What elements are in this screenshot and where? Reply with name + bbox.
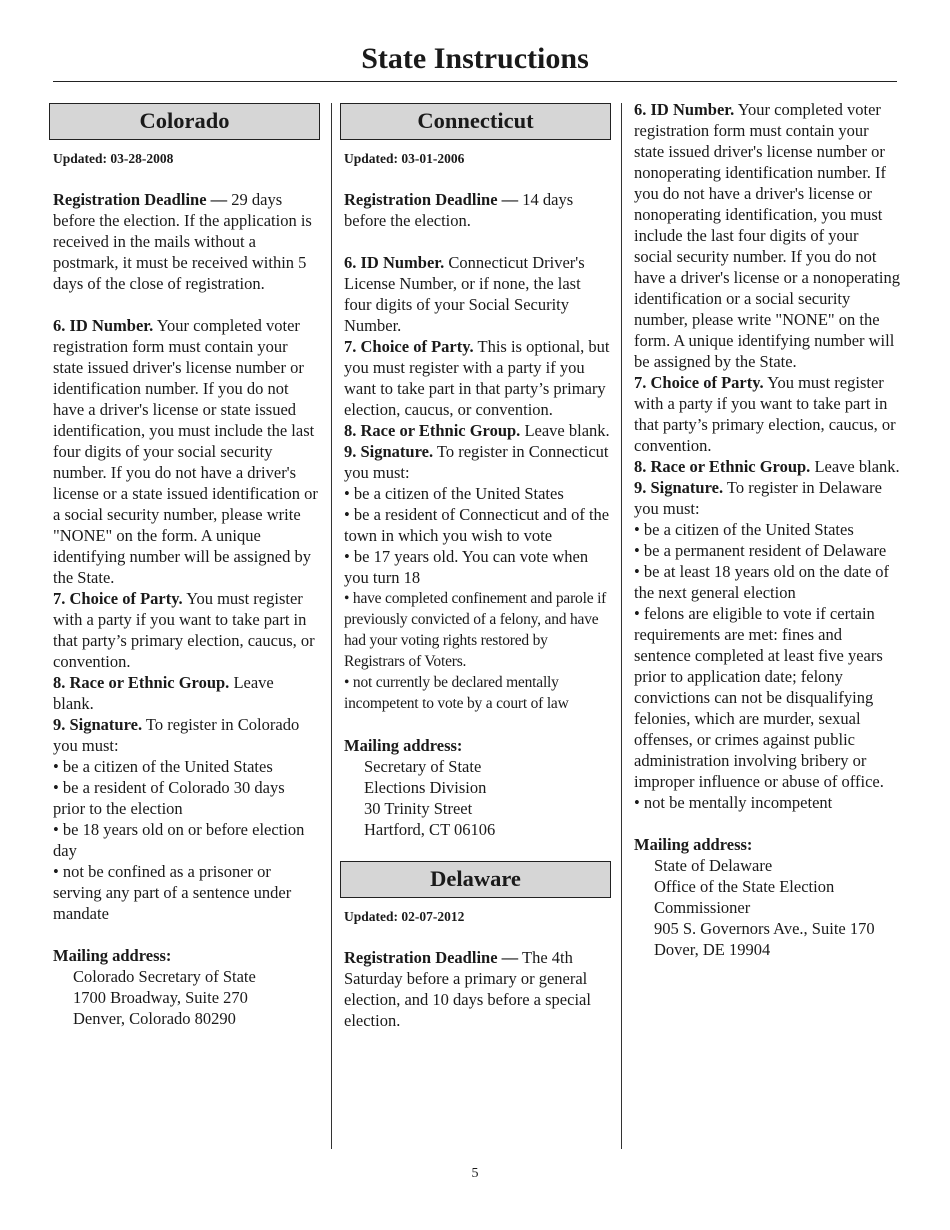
connecticut-section [344, 103, 612, 1031]
colorado-section [53, 103, 318, 1029]
colorado-heading: Colorado [49, 103, 320, 140]
address-line: Secretary of State [364, 757, 482, 776]
colorado-signature: 9. Signature. To register in Colorado you must: [53, 715, 300, 755]
list-item: • be 18 years old on or before election day [53, 820, 305, 860]
list-item: • be 17 years old. You can vote when you turn 18 [344, 547, 589, 587]
connecticut-choice-of-party: 7. Choice of Party. This is optional, but you must register with a party if you want to take part in that party’s primary election, caucus, or convention. [344, 337, 610, 419]
address-line: Office of the State Election Commissioner [654, 877, 835, 917]
list-item: • be a citizen of the United States [53, 757, 273, 776]
list-item: • be a citizen of the United States [634, 520, 854, 539]
connecticut-mailing-label: Mailing address: [344, 736, 463, 755]
list-item: • be a resident of Connecticut and of the town in which you wish to vote [344, 505, 610, 545]
delaware-mailing-label: Mailing address: [634, 835, 753, 854]
delaware-section-continued [634, 99, 900, 960]
column-divider-2 [621, 103, 622, 1149]
connecticut-heading: Connecticut [340, 103, 611, 140]
list-item: • not currently be declared mentally incompetent to vote by a court of law [344, 674, 569, 712]
connecticut-race-ethnic: 8. Race or Ethnic Group. Leave blank. [344, 421, 610, 440]
delaware-mailing-address [634, 855, 900, 960]
delaware-id-number: 6. ID Number. Your completed voter registration form must contain your state issued driver's license number or nonoperating identification number. If you do not have a driver's license or nonoperating identification, you must include the last four digits of your social security number. If you do not have a driver's license or a nonoperating identification or a social security number, please write "NONE" on the form. A unique identifying number will be assigned by the State. [634, 100, 900, 371]
colorado-race-ethnic: 8. Race or Ethnic Group. Leave blank. [53, 673, 274, 713]
colorado-mailing-label: Mailing address: [53, 946, 172, 965]
connecticut-id-number: 6. ID Number. Connecticut Driver's License Number, or if none, the last four digits of your Social Security Number. [344, 253, 585, 335]
colorado-mailing-address [53, 966, 318, 1029]
delaware-choice-of-party: 7. Choice of Party. You must register with a party if you want to take part in that party’s primary election, caucus, or convention. [634, 373, 896, 455]
connecticut-updated-date: Updated: 03-01-2006 [344, 151, 465, 166]
connecticut-deadline: Registration Deadline — 14 days before the election. [344, 190, 574, 230]
delaware-heading: Delaware [340, 861, 611, 898]
list-item: • not be confined as a prisoner or serving any part of a sentence under mandate [53, 862, 292, 923]
address-line: Colorado Secretary of State [73, 967, 256, 986]
list-item: • be at least 18 years old on the date of the next general election [634, 562, 890, 602]
list-item: • have completed confinement and parole if previously convicted of a felony, and have had your voting rights restored by Registrars of Voters. [344, 590, 607, 670]
address-line: 905 S. Governors Ave., Suite 170 [654, 919, 875, 938]
colorado-updated-date: Updated: 03-28-2008 [53, 151, 174, 166]
address-line: 30 Trinity Street [364, 799, 473, 818]
address-line: Elections Division [364, 778, 487, 797]
title-divider [53, 81, 897, 82]
address-line: Hartford, CT 06106 [364, 820, 496, 839]
column-divider-1 [331, 103, 332, 1149]
list-item: • be a citizen of the United States [344, 484, 564, 503]
page-title: State Instructions [361, 42, 589, 75]
page-number: 5 [471, 1166, 479, 1181]
delaware-updated-date: Updated: 02-07-2012 [344, 909, 465, 924]
delaware-signature: 9. Signature. To register in Delaware you must: [634, 478, 882, 518]
delaware-race-ethnic: 8. Race or Ethnic Group. Leave blank. [634, 457, 900, 476]
colorado-choice-of-party: 7. Choice of Party. You must register with a party if you want to take part in that party’s primary election, caucus, or convention. [53, 589, 315, 671]
list-item: • not be mentally incompetent [634, 793, 833, 812]
list-item: • felons are eligible to vote if certain requirements are met: fines and sentence completed at least five years prior to application date; felony convictions can not be disqualifying felonies, which are murder, sexual offenses, or crimes against public administration involving bribery or improper influence or abuse of office. [634, 604, 884, 791]
address-line: Dover, DE 19904 [654, 940, 771, 959]
list-item: • be a permanent resident of Delaware [634, 541, 887, 560]
connecticut-mailing-address [344, 756, 612, 840]
address-line: State of Delaware [654, 856, 773, 875]
colorado-deadline: Registration Deadline — 29 days before the election. If the application is received in the mails without a postmark, it must be received within 5 days of the close of registration. [53, 190, 312, 293]
colorado-id-number: 6. ID Number. Your completed voter registration form must contain your state issued driver's license number or identification number. If you do not have a driver's license or state issued identification, you must include the last four digits of your social security number. If you do not have a driver's license or a state issued identification or a social security number, please write "NONE" on the form. A unique identifying number will be assigned by the State. [53, 316, 318, 587]
address-line: 1700 Broadway, Suite 270 [73, 988, 248, 1007]
list-item: • be a resident of Colorado 30 days prior to the election [53, 778, 285, 818]
address-line: Denver, Colorado 80290 [73, 1009, 236, 1028]
connecticut-signature: 9. Signature. To register in Connecticut you must: [344, 442, 609, 482]
delaware-deadline: Registration Deadline — The 4th Saturday before a primary or general election, and 10 days before a special election. [344, 948, 591, 1030]
